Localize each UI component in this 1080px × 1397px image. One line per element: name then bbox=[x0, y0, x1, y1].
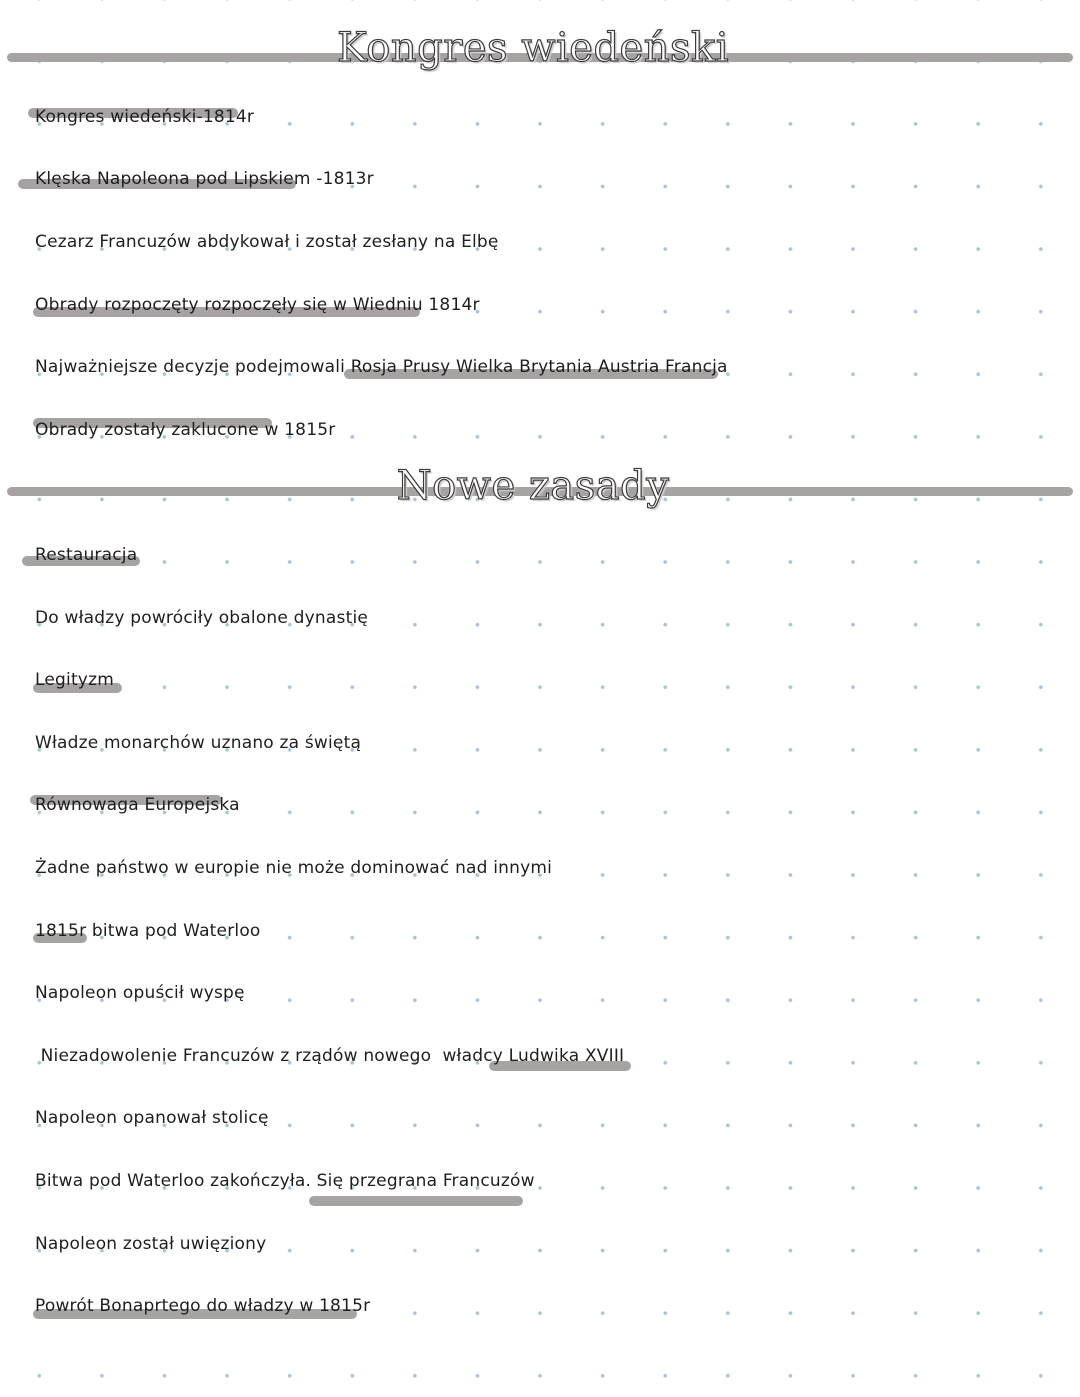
note-line: 1815r bitwa pod Waterloo bbox=[35, 921, 261, 941]
note-line: Cezarz Francuzów abdykował i został zesłany na Elbę bbox=[35, 232, 499, 252]
note-line: Żadne państwo w europie nie może dominować nad innymi bbox=[35, 858, 553, 878]
note-line: Napoleon opanował stolicę bbox=[35, 1108, 269, 1128]
note-line: Bitwa pod Waterloo zakończyła. Się przegrana Francuzów bbox=[35, 1171, 535, 1191]
note-line: Obrady rozpoczęty rozpoczęły się w Wiedniu 1814r bbox=[35, 295, 480, 315]
note-line: Napoleon opuścił wyspę bbox=[35, 983, 245, 1003]
note-line: Powrót Bonaprtego do władzy w 1815r bbox=[35, 1296, 371, 1316]
note-line: Niezadowolenie Francuzów z rządów nowego władcy Ludwika XVIII bbox=[35, 1046, 625, 1066]
section-title: Kongres wiedeński bbox=[336, 25, 730, 71]
note-line: Klęska Napoleona pod Lipskiem -1813r bbox=[35, 169, 374, 189]
note-line: Władze monarchów uznano za świętą bbox=[35, 733, 362, 753]
note-line: Do władzy powróciły obalone dynastię bbox=[35, 608, 369, 628]
note-line: Kongres wiedeński-1814r bbox=[35, 107, 255, 127]
note-line: Restauracja bbox=[35, 545, 138, 565]
highlight-mark bbox=[309, 1196, 523, 1206]
note-line: Napoleon został uwięziony bbox=[35, 1234, 267, 1254]
note-line: Legityzm bbox=[35, 670, 114, 690]
note-line: Obrady zostały zaklucone w 1815r bbox=[35, 420, 336, 440]
note-line: Najważniejsze decyzje podejmowali Rosja Prusy Wielka Brytania Austria Francja bbox=[35, 357, 728, 377]
section-title: Nowe zasady bbox=[396, 463, 670, 509]
note-line: Równowaga Europejska bbox=[35, 795, 240, 815]
